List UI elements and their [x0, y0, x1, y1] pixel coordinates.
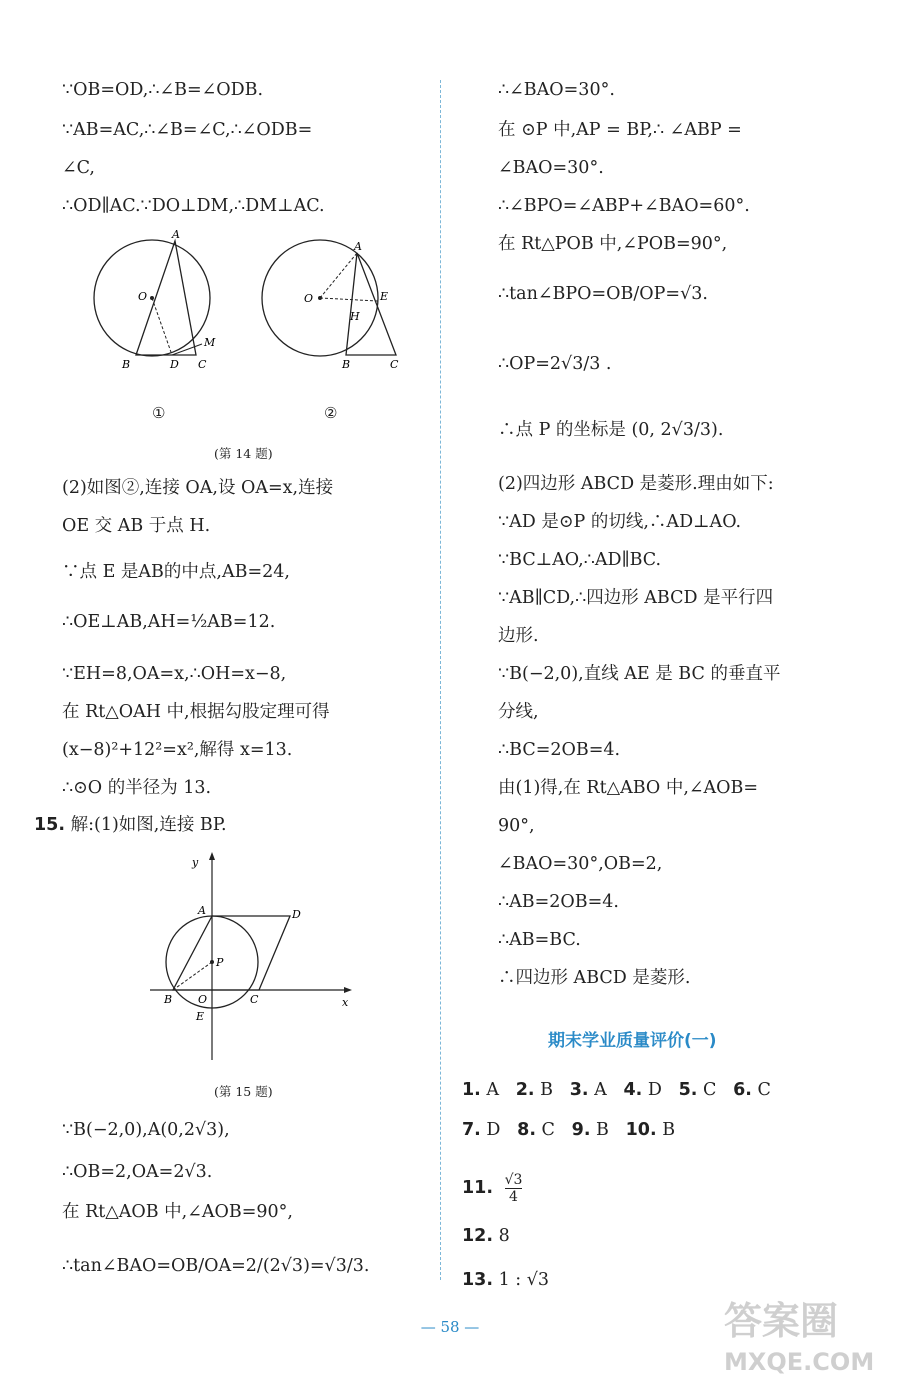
- figure-label: ①: [152, 404, 166, 422]
- svg-text:H: H: [350, 310, 360, 323]
- svg-text:C: C: [390, 358, 399, 371]
- answers-row-2: [462, 1118, 675, 1142]
- svg-text:O: O: [138, 290, 148, 303]
- text-line: ∵B(−2,0),A(0,2√3),: [62, 1120, 230, 1140]
- text-line: ∵OB=OD,∴∠B=∠ODB.: [62, 80, 264, 100]
- svg-text:P: P: [216, 956, 224, 969]
- answer-13: [462, 1268, 549, 1292]
- text-line: 由(1)得,在 Rt△ABO 中,∠AOB=: [498, 778, 759, 798]
- svg-text:B: B: [122, 358, 131, 371]
- column-divider: [440, 80, 441, 1280]
- text-line: ∵AB=AC,∴∠B=∠C,∴∠ODB=: [62, 120, 313, 140]
- answer-value: B: [596, 1120, 609, 1140]
- text-line: (2)四边形 ABCD 是菱形.理由如下:: [498, 474, 774, 494]
- text-line: ∴OB=2,OA=2√3.: [62, 1162, 213, 1182]
- text-line: ∴BC=2OB=4.: [498, 740, 621, 760]
- figure-14-2: [260, 228, 410, 388]
- watermark-bottom: MXQE.COM: [724, 1348, 875, 1376]
- svg-text:y: y: [192, 856, 199, 869]
- answer-value: C: [541, 1120, 555, 1140]
- svg-text:E: E: [380, 290, 389, 303]
- svg-text:B: B: [164, 993, 173, 1006]
- answer-number: 1.: [462, 1080, 481, 1100]
- denominator: 4: [509, 1189, 518, 1205]
- text-line: ∠BAO=30°.: [498, 158, 604, 178]
- text-line: ∴∠BPO=∠ABP+∠BAO=60°.: [498, 196, 750, 216]
- text-line: ∴OE⊥AB,AH=½AB=12.: [62, 612, 276, 632]
- answer-value: B: [662, 1120, 676, 1140]
- text-line: ∴∠BAO=30°.: [498, 80, 615, 100]
- text-line: ∴AB=BC.: [498, 930, 581, 950]
- text-line: 在 ⊙P 中,AP = BP,∴ ∠ABP =: [498, 120, 742, 140]
- text-line: ∴OP=2√3/3 .: [498, 354, 612, 374]
- answer-value: C: [757, 1080, 771, 1100]
- answer-number: 13.: [462, 1270, 494, 1290]
- text-line: (x−8)²+12²=x²,解得 x=13.: [62, 740, 293, 760]
- svg-text:C: C: [198, 358, 207, 371]
- section-title: 期末学业质量评价(一): [548, 1031, 717, 1051]
- figure-caption: (第 15 题): [214, 1084, 273, 1099]
- svg-text:O: O: [304, 292, 314, 305]
- svg-text:O: O: [198, 993, 208, 1006]
- question-text: 解:(1)如图,连接 BP.: [70, 815, 227, 835]
- svg-text:C: C: [250, 993, 259, 1006]
- svg-text:x: x: [342, 996, 349, 1009]
- text-line: ∴OD∥AC.∵DO⊥DM,∴DM⊥AC.: [62, 196, 325, 216]
- text-line: ∠BAO=30°,OB=2,: [498, 854, 663, 874]
- text-line: ∵点 E 是AB的中点,AB=24,: [62, 562, 290, 582]
- figure-label: ②: [324, 404, 338, 422]
- answer-number: 8.: [517, 1120, 536, 1140]
- svg-text:E: E: [196, 1010, 205, 1023]
- answer-value: 1 : √3: [498, 1270, 550, 1290]
- answer-value: D: [486, 1120, 501, 1140]
- watermark-logo: [716, 1290, 886, 1380]
- figure-15: [140, 850, 360, 1065]
- svg-text:D: D: [292, 908, 301, 921]
- answer-number: 7.: [462, 1120, 481, 1140]
- figure-14-1: [92, 228, 232, 388]
- svg-text:M: M: [204, 336, 216, 349]
- svg-text:B: B: [342, 358, 351, 371]
- answers-row-1: [462, 1078, 771, 1102]
- text-line: ∴四边形 ABCD 是菱形.: [498, 968, 691, 988]
- figure-caption: (第 14 题): [214, 446, 273, 461]
- text-line: 在 Rt△POB 中,∠POB=90°,: [498, 234, 728, 254]
- answer-value: A: [594, 1080, 607, 1100]
- numerator: √3: [504, 1172, 523, 1188]
- text-line: ∵BC⊥AO,∴AD∥BC.: [498, 550, 662, 570]
- answer-12: [462, 1224, 510, 1248]
- text-line: ∵B(−2,0),直线 AE 是 BC 的垂直平: [498, 664, 781, 684]
- text-line: 分线,: [498, 702, 539, 722]
- text-line: ∴tan∠BPO=OB/OP=√3.: [498, 284, 708, 304]
- answer-number: 12.: [462, 1226, 494, 1246]
- text-line: ∵AB∥CD,∴四边形 ABCD 是平行四: [498, 588, 774, 608]
- answer-number: 9.: [571, 1120, 591, 1140]
- svg-text:D: D: [170, 358, 179, 371]
- fraction: [505, 1172, 523, 1205]
- svg-text:A: A: [354, 240, 362, 253]
- text-line: ∠C,: [62, 158, 95, 178]
- text-line: 在 Rt△AOB 中,∠AOB=90°,: [62, 1202, 293, 1222]
- svg-text:A: A: [172, 228, 180, 241]
- text-line: 90°,: [498, 816, 535, 836]
- answer-number: 2.: [515, 1080, 535, 1100]
- answer-number: 3.: [569, 1080, 589, 1100]
- question-number: 15.: [34, 815, 66, 835]
- answer-number: 4.: [623, 1080, 643, 1100]
- answer-number: 11.: [462, 1178, 494, 1198]
- svg-text:A: A: [198, 904, 206, 917]
- answer-number: 10.: [625, 1120, 657, 1140]
- answer-11: [462, 1172, 522, 1205]
- text-line: 边形.: [498, 626, 539, 646]
- answer-number: 6.: [733, 1080, 752, 1100]
- answer-number: 5.: [678, 1080, 698, 1100]
- text-line: ∴tan∠BAO=OB/OA=2/(2√3)=√3/3.: [62, 1256, 370, 1276]
- answer-value: C: [703, 1080, 717, 1100]
- text-line: OE 交 AB 于点 H.: [62, 516, 211, 536]
- page-number: — 58 —: [420, 1318, 480, 1336]
- answer-value: D: [647, 1080, 662, 1100]
- answer-value: B: [540, 1080, 554, 1100]
- text-line: ∴AB=2OB=4.: [498, 892, 619, 912]
- text-line: (2)如图②,连接 OA,设 OA=x,连接: [62, 478, 334, 498]
- watermark-top: 答案圈: [724, 1299, 839, 1343]
- question-15: [34, 813, 227, 837]
- answer-value: 8: [498, 1226, 510, 1246]
- text-line: 在 Rt△OAH 中,根据勾股定理可得: [62, 702, 330, 722]
- text-line: ∴点 P 的坐标是 (0, 2√3/3).: [498, 420, 724, 440]
- answer-value: A: [486, 1080, 500, 1100]
- text-line: ∴⊙O 的半径为 13.: [62, 778, 212, 798]
- text-line: ∵EH=8,OA=x,∴OH=x−8,: [62, 664, 287, 684]
- text-line: ∵AD 是⊙P 的切线,∴AD⊥AO.: [498, 512, 742, 532]
